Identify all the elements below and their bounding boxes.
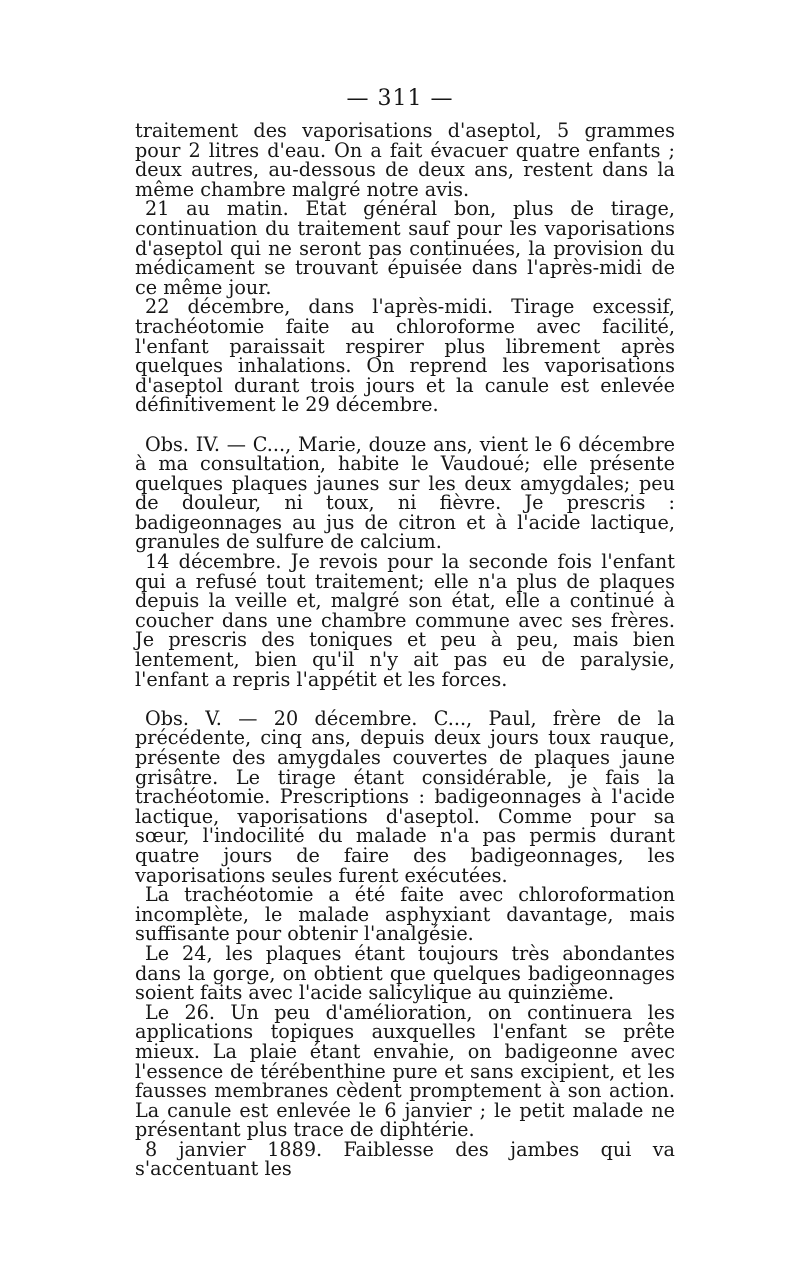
paragraph-obs-v: Obs. V. — 20 décembre. C..., Paul, frère de la précédente, cinq ans, depuis deux jours toux rauque, présente des amygdales couvertes de plaques jaune grisâtre. Le tirage étant considérable, je fais la trachéotomie. Prescriptions : badigeonnages à l'acide lactique, vaporisations d'aseptol. Comme pour sa sœur, l'indocilité du malade n'a pas permis durant quatre jours de faire des badigeonnages, les vaporisations seules furent exécutées. [135,706,675,887]
paragraph-le-26: Le 26. Un peu d'amélioration, on continuera les applications topiques auxquelles l'enfant se prête mieux. La plaie étant envahie, on badigeonne avec l'essence de térébenthine pure et sans excipient, et les fausses membranes cèdent promptement à son action. La canule est enlevée le 6 janvier ; le petit malade ne présentant plus trace de diphtérie. [135,1000,675,1142]
paragraph-obs-iv: Obs. IV. — C..., Marie, douze ans, vient le 6 décembre à ma consultation, habite le Vaudoué; elle présente quelques plaques jaunes sur les deux amygdales; peu de douleur, ni toux, ni fièvre. Je prescris : badigeonnages au jus de citron et à l'acide lactique, granules de sulfure de calcium. [135,432,675,554]
paragraph-14-decembre: 14 décembre. Je revois pour la seconde fois l'enfant qui a refusé tout traitement; elle n'a plus de plaques depuis la veille et, malgré son état, elle a continué à coucher dans une chambre commune avec ses frères. Je prescris des toniques et peu à peu, mais bien lentement, bien qu'il n'y ait pas eu de paralysie, l'enfant a repris l'appétit et les forces. [135,550,675,691]
paragraph-continuation: traitement des vaporisations d'aseptol, 5 grammes pour 2 litres d'eau. On a fait évacuer quatre enfants ; deux autres, au-dessous de deux ans, restent dans la même chambre malgré notre avis. [135,119,675,201]
paragraph-8-janvier: 8 janvier 1889. Faiblesse des jambes qui va s'accentuant les [135,1137,675,1181]
body-text [135,121,675,1179]
paragraph-22-decembre: 22 décembre, dans l'après-midi. Tirage excessif, trachéotomie faite au chloroforme avec facilité, l'enfant paraissait respirer plus librement après quelques inhalations. On reprend les vaporisations d'aseptol durant trois jours et la canule est enlevée définitivement le 29 décembre. [135,295,675,417]
page-number: — 311 — [346,86,454,111]
paragraph-le-24: Le 24, les plaques étant toujours très abondantes dans la gorge, on obtient que quelques badigeonnages soient faits avec l'acide salicylique au quinzième. [135,941,675,1005]
paragraph-21-matin: 21 au matin. Etat général bon, plus de tirage, continuation du traitement sauf pour les vaporisations d'aseptol qui ne seront pas continuées, la provision du médicament se trouvant épuisée dans l'après-midi de ce même jour. [135,197,675,299]
paragraph-tracheotomie: La trachéotomie a été faite avec chloroformation incomplète, le malade asphyxiant davantage, mais suffisante pour obtenir l'analgésie. [135,883,675,946]
